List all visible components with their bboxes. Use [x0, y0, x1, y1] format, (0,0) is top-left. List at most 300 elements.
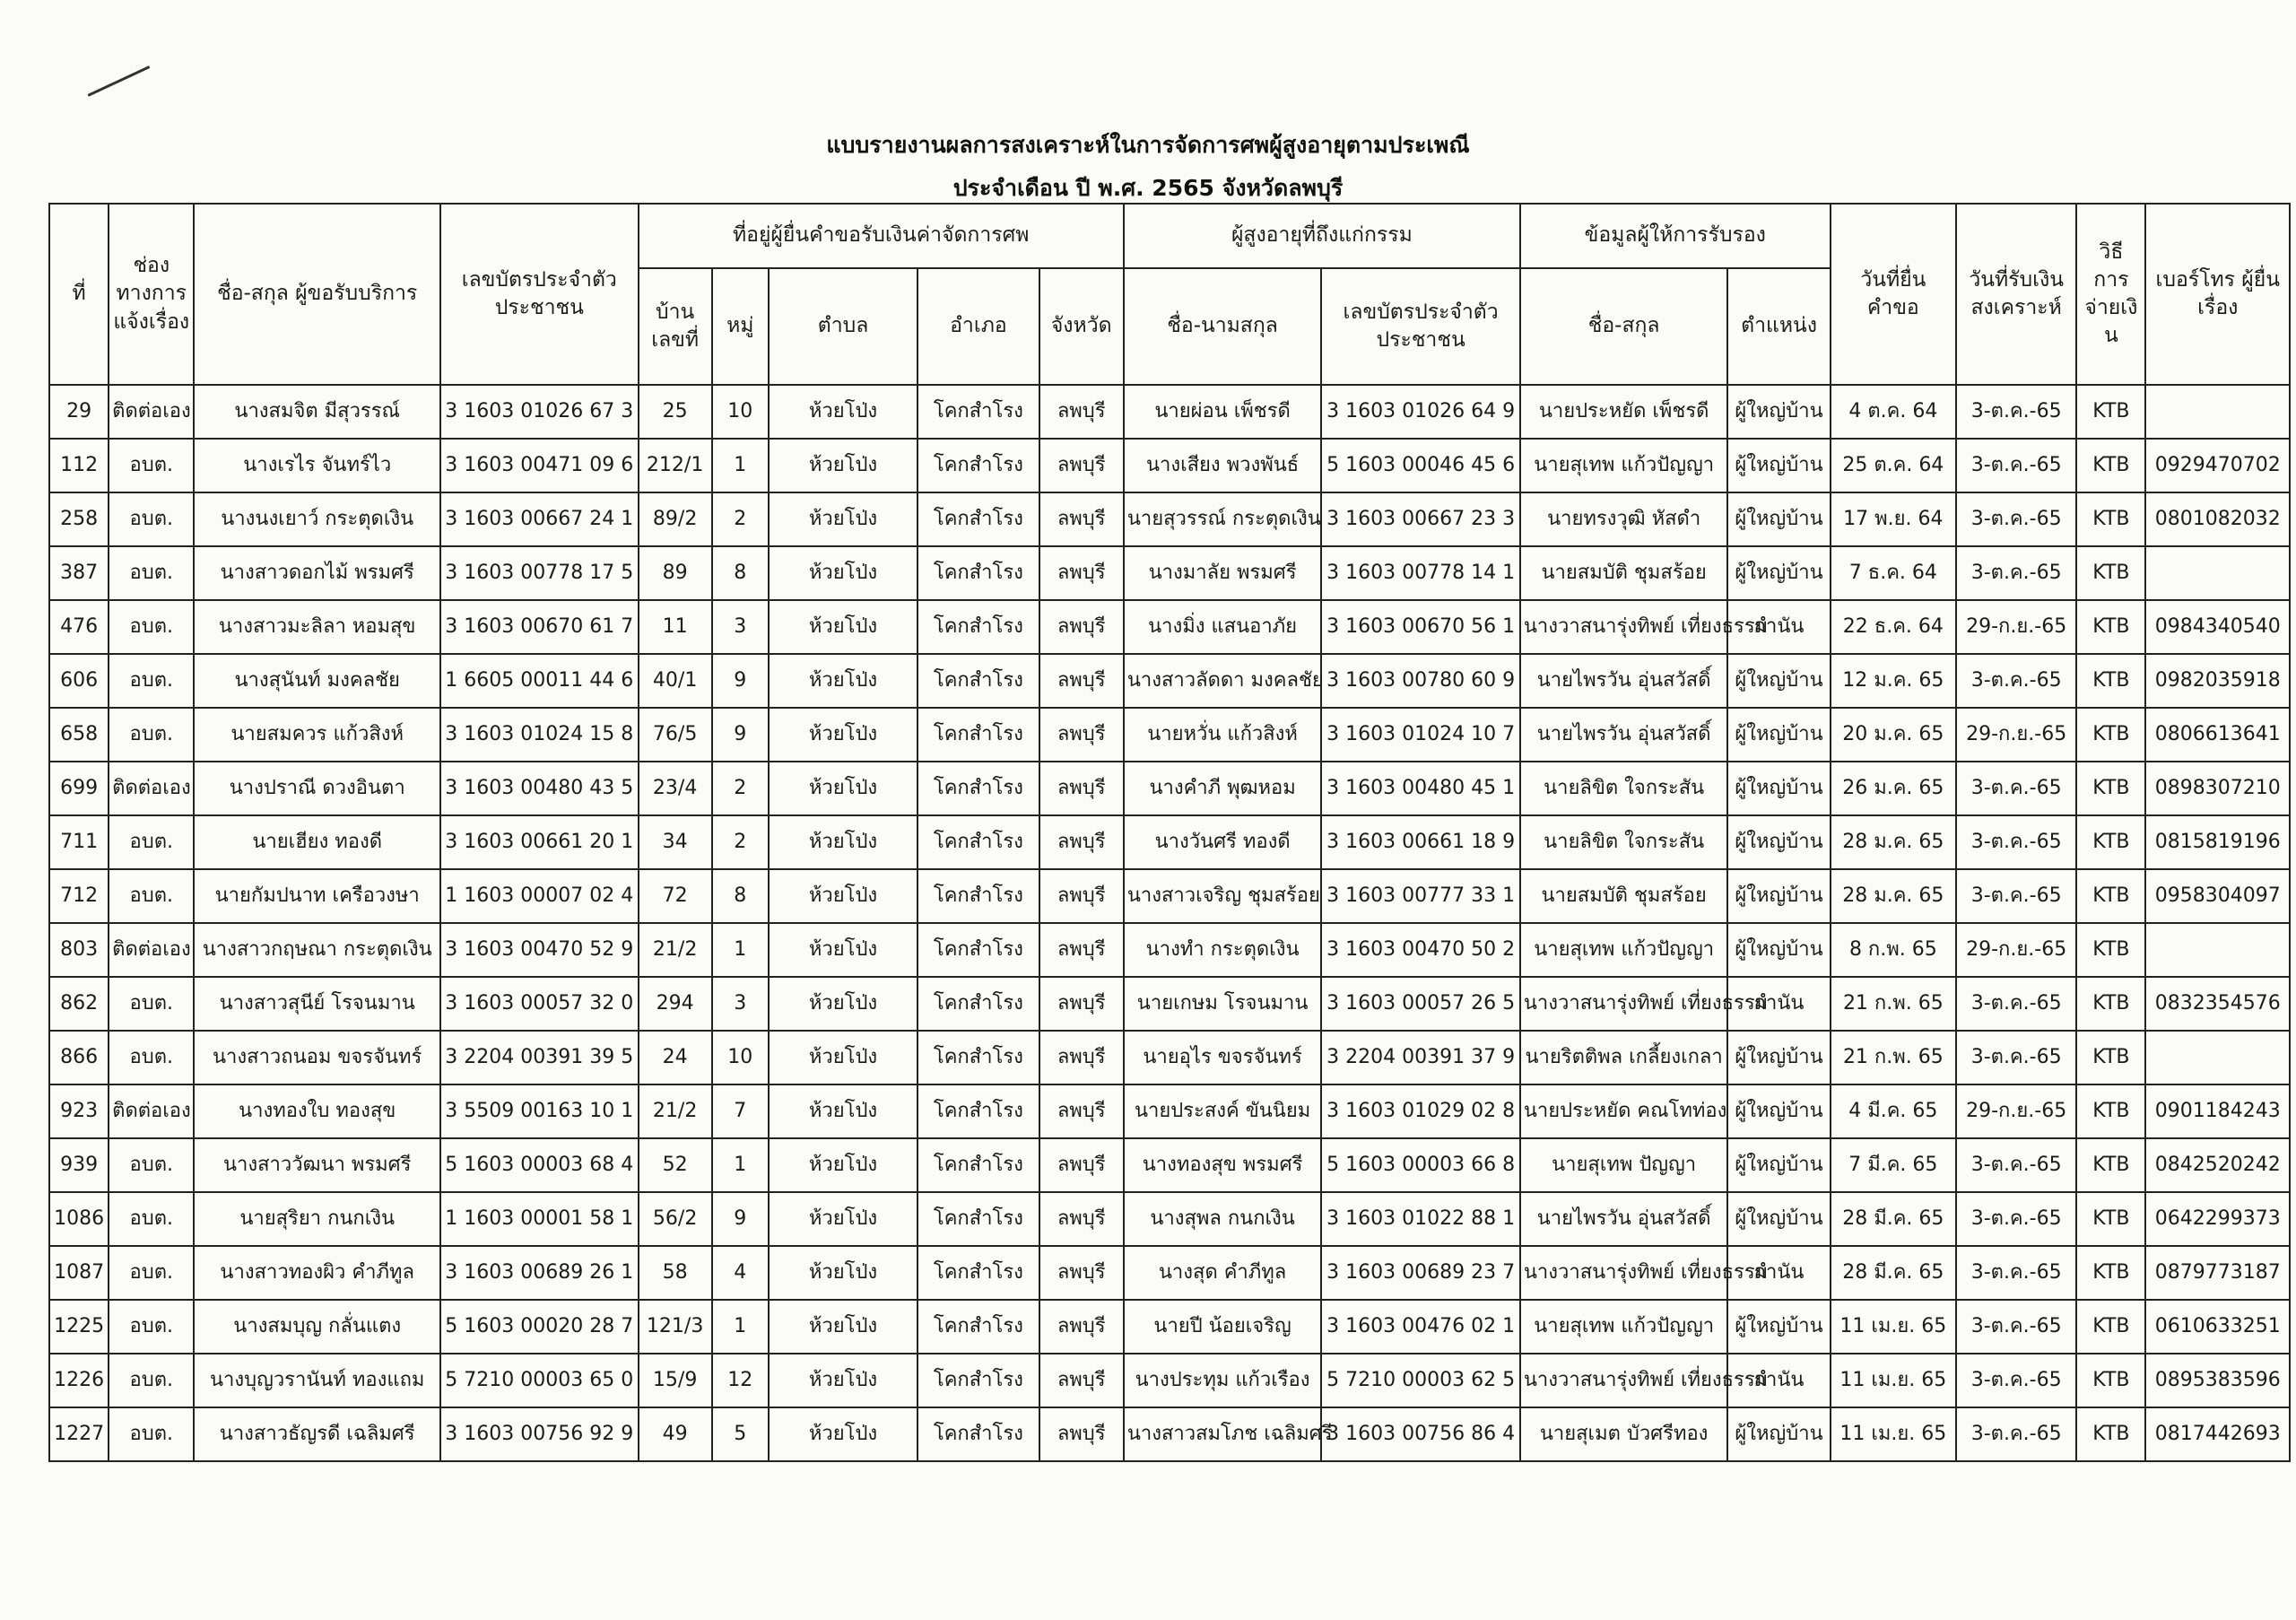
cell-channel: อบต. [109, 654, 194, 708]
cell-deceased-name: นางสาวเจริญ ชุมสร้อย [1124, 869, 1322, 923]
cell-applicant-id: 3 1603 00689 26 1 [440, 1246, 639, 1300]
cell-moo: 1 [712, 1300, 769, 1354]
cell-deceased-id: 5 1603 00046 45 6 [1321, 439, 1520, 492]
cell-subdistrict: ห้วยโป่ง [769, 1246, 918, 1300]
cell-moo: 9 [712, 708, 769, 762]
cell-phone: 0610633251 [2145, 1300, 2290, 1354]
cell-channel: ติดต่อเอง [109, 385, 194, 439]
cell-receive-date: 3-ต.ค.-65 [1956, 385, 2076, 439]
cell-district: โคกสำโรง [918, 546, 1039, 600]
cell-submit-date: 28 มี.ค. 65 [1831, 1192, 1956, 1246]
cell-certifier-name: นายทรงวุฒิ หัสดำ [1520, 492, 1728, 546]
cell-deceased-name: นางสาวสมโภช เฉลิมศรี [1124, 1407, 1322, 1461]
header-no: ที่ [49, 204, 109, 385]
cell-phone: 0801082032 [2145, 492, 2290, 546]
cell-applicant-name: นางสาวธัญรดี เฉลิมศรี [194, 1407, 440, 1461]
cell-district: โคกสำโรง [918, 1246, 1039, 1300]
cell-house-no: 24 [639, 1031, 712, 1084]
cell-district: โคกสำโรง [918, 654, 1039, 708]
cell-district: โคกสำโรง [918, 1031, 1039, 1084]
cell-receive-date: 3-ต.ค.-65 [1956, 1246, 2076, 1300]
cell-submit-date: 20 ม.ค. 65 [1831, 708, 1956, 762]
cell-receive-date: 3-ต.ค.-65 [1956, 1138, 2076, 1192]
cell-province: ลพบุรี [1039, 654, 1124, 708]
cell-no: 1227 [49, 1407, 109, 1461]
cell-phone: 0901184243 [2145, 1084, 2290, 1138]
cell-certifier-position: ผู้ใหญ่บ้าน [1727, 654, 1830, 708]
cell-moo: 7 [712, 1084, 769, 1138]
table-row [49, 1084, 2290, 1138]
cell-no: 862 [49, 977, 109, 1031]
cell-receive-date: 3-ต.ค.-65 [1956, 1300, 2076, 1354]
cell-no: 923 [49, 1084, 109, 1138]
cell-certifier-name: นายลิขิต ใจกระสัน [1520, 815, 1728, 869]
cell-no: 387 [49, 546, 109, 600]
cell-deceased-id: 3 1603 00689 23 7 [1321, 1246, 1520, 1300]
cell-subdistrict: ห้วยโป่ง [769, 708, 918, 762]
cell-phone [2145, 923, 2290, 977]
header-certifier-name: ชื่อ-สกุล [1520, 268, 1728, 385]
cell-no: 699 [49, 762, 109, 815]
header-deceased-name: ชื่อ-นามสกุล [1124, 268, 1322, 385]
cell-submit-date: 22 ธ.ค. 64 [1831, 600, 1956, 654]
header-applicant-id: เลขบัตรประจำตัว ประชาชน [440, 204, 639, 385]
cell-district: โคกสำโรง [918, 600, 1039, 654]
cell-channel: อบต. [109, 815, 194, 869]
cell-deceased-name: นางประทุม แก้วเรือง [1124, 1354, 1322, 1407]
header-address-group: ที่อยู่ผู้ยื่นคำขอรับเงินค่าจัดการศพ [639, 204, 1124, 268]
cell-applicant-name: นางปราณี ดวงอินตา [194, 762, 440, 815]
cell-certifier-position: ผู้ใหญ่บ้าน [1727, 1031, 1830, 1084]
table-row [49, 600, 2290, 654]
cell-deceased-name: นายเกษม โรจนมาน [1124, 977, 1322, 1031]
cell-district: โคกสำโรง [918, 1354, 1039, 1407]
table-row [49, 1407, 2290, 1461]
table-row [49, 1300, 2290, 1354]
cell-pay-method: KTB [2076, 654, 2145, 708]
cell-certifier-name: นายสมบัติ ชุมสร้อย [1520, 546, 1728, 600]
cell-channel: ติดต่อเอง [109, 923, 194, 977]
cell-subdistrict: ห้วยโป่ง [769, 1300, 918, 1354]
cell-certifier-position: ผู้ใหญ่บ้าน [1727, 1300, 1830, 1354]
cell-deceased-name: นางมาลัย พรมศรี [1124, 546, 1322, 600]
cell-certifier-position: กำนัน [1727, 1354, 1830, 1407]
cell-receive-date: 3-ต.ค.-65 [1956, 492, 2076, 546]
cell-certifier-position: ผู้ใหญ่บ้าน [1727, 815, 1830, 869]
cell-receive-date: 29-ก.ย.-65 [1956, 923, 2076, 977]
cell-district: โคกสำโรง [918, 815, 1039, 869]
cell-phone: 0879773187 [2145, 1246, 2290, 1300]
cell-deceased-id: 3 1603 01029 02 8 [1321, 1084, 1520, 1138]
cell-pay-method: KTB [2076, 1246, 2145, 1300]
cell-district: โคกสำโรง [918, 439, 1039, 492]
cell-certifier-name: นายสุเทพ แก้วปัญญา [1520, 439, 1728, 492]
cell-applicant-id: 3 1603 00661 20 1 [440, 815, 639, 869]
table-row [49, 1192, 2290, 1246]
cell-pay-method: KTB [2076, 815, 2145, 869]
cell-subdistrict: ห้วยโป่ง [769, 600, 918, 654]
cell-channel: อบต. [109, 439, 194, 492]
cell-submit-date: 11 เม.ย. 65 [1831, 1354, 1956, 1407]
cell-phone: 0982035918 [2145, 654, 2290, 708]
cell-certifier-name: นายสุเทพ ปัญญา [1520, 1138, 1728, 1192]
cell-province: ลพบุรี [1039, 600, 1124, 654]
cell-deceased-name: นางสุพล กนกเงิน [1124, 1192, 1322, 1246]
header-province: จังหวัด [1039, 268, 1124, 385]
cell-no: 711 [49, 815, 109, 869]
cell-subdistrict: ห้วยโป่ง [769, 546, 918, 600]
cell-pay-method: KTB [2076, 708, 2145, 762]
header-applicant-name: ชื่อ-สกุล ผู้ขอรับบริการ [194, 204, 440, 385]
cell-certifier-name: นางวาสนารุ่งทิพย์ เที่ยงธรรม [1520, 1246, 1728, 1300]
cell-phone: 0898307210 [2145, 762, 2290, 815]
cell-submit-date: 8 ก.พ. 65 [1831, 923, 1956, 977]
cell-applicant-id: 1 6605 00011 44 6 [440, 654, 639, 708]
cell-applicant-id: 5 1603 00020 28 7 [440, 1300, 639, 1354]
cell-channel: อบต. [109, 546, 194, 600]
cell-district: โคกสำโรง [918, 492, 1039, 546]
cell-applicant-name: นายกัมปนาท เครือวงษา [194, 869, 440, 923]
cell-applicant-name: นางสาวทองผิว คำภีทูล [194, 1246, 440, 1300]
cell-channel: อบต. [109, 1246, 194, 1300]
report-table [48, 203, 2291, 1462]
pen-mark [87, 65, 150, 97]
cell-receive-date: 3-ต.ค.-65 [1956, 1407, 2076, 1461]
cell-house-no: 89 [639, 546, 712, 600]
cell-province: ลพบุรี [1039, 1354, 1124, 1407]
cell-province: ลพบุรี [1039, 1192, 1124, 1246]
cell-receive-date: 3-ต.ค.-65 [1956, 654, 2076, 708]
cell-receive-date: 3-ต.ค.-65 [1956, 869, 2076, 923]
cell-phone: 0815819196 [2145, 815, 2290, 869]
cell-applicant-name: นางสมจิต มีสุวรรณ์ [194, 385, 440, 439]
cell-certifier-name: นายสุเมต บัวศรีทอง [1520, 1407, 1728, 1461]
table-row [49, 546, 2290, 600]
cell-moo: 2 [712, 762, 769, 815]
cell-pay-method: KTB [2076, 600, 2145, 654]
cell-subdistrict: ห้วยโป่ง [769, 923, 918, 977]
cell-applicant-name: นางบุญวรานันท์ ทองแถม [194, 1354, 440, 1407]
cell-moo: 1 [712, 439, 769, 492]
cell-receive-date: 3-ต.ค.-65 [1956, 1192, 2076, 1246]
cell-receive-date: 3-ต.ค.-65 [1956, 546, 2076, 600]
cell-submit-date: 28 มี.ค. 65 [1831, 1246, 1956, 1300]
cell-no: 258 [49, 492, 109, 546]
cell-submit-date: 7 มี.ค. 65 [1831, 1138, 1956, 1192]
cell-pay-method: KTB [2076, 492, 2145, 546]
cell-channel: อบต. [109, 1192, 194, 1246]
cell-pay-method: KTB [2076, 869, 2145, 923]
cell-channel: ติดต่อเอง [109, 1084, 194, 1138]
cell-moo: 9 [712, 1192, 769, 1246]
cell-phone: 0642299373 [2145, 1192, 2290, 1246]
cell-applicant-id: 3 1603 00667 24 1 [440, 492, 639, 546]
cell-district: โคกสำโรง [918, 708, 1039, 762]
cell-province: ลพบุรี [1039, 1300, 1124, 1354]
cell-moo: 10 [712, 385, 769, 439]
cell-submit-date: 4 มี.ค. 65 [1831, 1084, 1956, 1138]
cell-no: 1087 [49, 1246, 109, 1300]
cell-receive-date: 3-ต.ค.-65 [1956, 1031, 2076, 1084]
cell-channel: อบต. [109, 1138, 194, 1192]
cell-applicant-id: 3 2204 00391 39 5 [440, 1031, 639, 1084]
header-house-no: บ้าน เลขที่ [639, 268, 712, 385]
cell-applicant-name: นายเฮียง ทองดี [194, 815, 440, 869]
cell-no: 866 [49, 1031, 109, 1084]
cell-no: 606 [49, 654, 109, 708]
cell-deceased-id: 3 1603 00777 33 1 [1321, 869, 1520, 923]
cell-applicant-name: นางเรไร จันทร์ไว [194, 439, 440, 492]
header-deceased-group: ผู้สูงอายุที่ถึงแก่กรรม [1124, 204, 1520, 268]
cell-channel: อบต. [109, 1031, 194, 1084]
cell-province: ลพบุรี [1039, 762, 1124, 815]
cell-house-no: 40/1 [639, 654, 712, 708]
table-body [49, 385, 2290, 1461]
table-row [49, 492, 2290, 546]
cell-phone: 0817442693 [2145, 1407, 2290, 1461]
cell-certifier-name: นายไพรวัน อุ่นสวัสดิ์ [1520, 1192, 1728, 1246]
cell-house-no: 76/5 [639, 708, 712, 762]
cell-subdistrict: ห้วยโป่ง [769, 1192, 918, 1246]
cell-house-no: 11 [639, 600, 712, 654]
cell-receive-date: 3-ต.ค.-65 [1956, 439, 2076, 492]
cell-applicant-name: นางสาวสุนีย์ โรจนมาน [194, 977, 440, 1031]
cell-house-no: 212/1 [639, 439, 712, 492]
cell-moo: 1 [712, 923, 769, 977]
cell-receive-date: 3-ต.ค.-65 [1956, 815, 2076, 869]
cell-channel: อบต. [109, 492, 194, 546]
cell-receive-date: 3-ต.ค.-65 [1956, 1354, 2076, 1407]
cell-submit-date: 4 ต.ค. 64 [1831, 385, 1956, 439]
cell-deceased-name: นางทำ กระตุดเงิน [1124, 923, 1322, 977]
cell-deceased-name: นายผ่อน เพ็ชรดี [1124, 385, 1322, 439]
cell-pay-method: KTB [2076, 1300, 2145, 1354]
cell-applicant-id: 3 1603 01026 67 3 [440, 385, 639, 439]
cell-deceased-id: 3 1603 01026 64 9 [1321, 385, 1520, 439]
cell-province: ลพบุรี [1039, 923, 1124, 977]
cell-subdistrict: ห้วยโป่ง [769, 869, 918, 923]
cell-applicant-name: นางทองใบ ทองสุข [194, 1084, 440, 1138]
cell-deceased-id: 3 1603 00756 86 4 [1321, 1407, 1520, 1461]
cell-applicant-id: 3 1603 00470 52 9 [440, 923, 639, 977]
cell-submit-date: 21 ก.พ. 65 [1831, 977, 1956, 1031]
cell-province: ลพบุรี [1039, 815, 1124, 869]
cell-province: ลพบุรี [1039, 1407, 1124, 1461]
cell-subdistrict: ห้วยโป่ง [769, 762, 918, 815]
cell-deceased-id: 3 1603 01024 10 7 [1321, 708, 1520, 762]
cell-pay-method: KTB [2076, 546, 2145, 600]
cell-deceased-id: 3 1603 00480 45 1 [1321, 762, 1520, 815]
cell-district: โคกสำโรง [918, 1084, 1039, 1138]
cell-submit-date: 28 ม.ค. 65 [1831, 869, 1956, 923]
cell-certifier-name: นายสุเทพ แก้วปัญญา [1520, 1300, 1728, 1354]
cell-phone: 0806613641 [2145, 708, 2290, 762]
cell-applicant-id: 3 1603 00670 61 7 [440, 600, 639, 654]
cell-house-no: 34 [639, 815, 712, 869]
cell-channel: อบต. [109, 977, 194, 1031]
cell-no: 1086 [49, 1192, 109, 1246]
cell-province: ลพบุรี [1039, 1084, 1124, 1138]
cell-certifier-name: นายสุเทพ แก้วปัญญา [1520, 923, 1728, 977]
cell-province: ลพบุรี [1039, 1031, 1124, 1084]
cell-deceased-id: 3 1603 00667 23 3 [1321, 492, 1520, 546]
header-receive-date: วันที่รับเงิน สงเคราะห์ [1956, 204, 2076, 385]
cell-subdistrict: ห้วยโป่ง [769, 654, 918, 708]
cell-deceased-id: 3 1603 00476 02 1 [1321, 1300, 1520, 1354]
cell-submit-date: 26 ม.ค. 65 [1831, 762, 1956, 815]
report-subtitle: ประจำเดือน ปี พ.ศ. 2565 จังหวัดลพบุรี [952, 175, 1344, 201]
table-row [49, 654, 2290, 708]
cell-district: โคกสำโรง [918, 1192, 1039, 1246]
cell-submit-date: 11 เม.ย. 65 [1831, 1407, 1956, 1461]
cell-subdistrict: ห้วยโป่ง [769, 1138, 918, 1192]
cell-certifier-position: ผู้ใหญ่บ้าน [1727, 869, 1830, 923]
cell-certifier-name: นายไพรวัน อุ่นสวัสดิ์ [1520, 654, 1728, 708]
cell-province: ลพบุรี [1039, 977, 1124, 1031]
header-subdistrict: ตำบล [769, 268, 918, 385]
header-channel: ช่องทางการแจ้งเรื่อง [109, 204, 194, 385]
cell-province: ลพบุรี [1039, 546, 1124, 600]
cell-province: ลพบุรี [1039, 492, 1124, 546]
cell-certifier-position: ผู้ใหญ่บ้าน [1727, 1407, 1830, 1461]
cell-submit-date: 25 ต.ค. 64 [1831, 439, 1956, 492]
cell-channel: อบต. [109, 1354, 194, 1407]
cell-house-no: 58 [639, 1246, 712, 1300]
cell-pay-method: KTB [2076, 1407, 2145, 1461]
cell-certifier-name: นางวาสนารุ่งทิพย์ เที่ยงธรรม [1520, 600, 1728, 654]
cell-no: 29 [49, 385, 109, 439]
cell-moo: 8 [712, 869, 769, 923]
cell-district: โคกสำโรง [918, 977, 1039, 1031]
cell-moo: 3 [712, 600, 769, 654]
cell-house-no: 121/3 [639, 1300, 712, 1354]
cell-applicant-id: 3 1603 00778 17 5 [440, 546, 639, 600]
cell-subdistrict: ห้วยโป่ง [769, 1084, 918, 1138]
cell-pay-method: KTB [2076, 1354, 2145, 1407]
cell-moo: 2 [712, 815, 769, 869]
cell-pay-method: KTB [2076, 977, 2145, 1031]
cell-district: โคกสำโรง [918, 1407, 1039, 1461]
table-row [49, 1031, 2290, 1084]
cell-moo: 2 [712, 492, 769, 546]
table-row [49, 815, 2290, 869]
cell-receive-date: 3-ต.ค.-65 [1956, 762, 2076, 815]
cell-moo: 10 [712, 1031, 769, 1084]
table-row [49, 1354, 2290, 1407]
cell-applicant-name: นางสาวมะลิลา หอมสุข [194, 600, 440, 654]
cell-submit-date: 17 พ.ย. 64 [1831, 492, 1956, 546]
cell-house-no: 49 [639, 1407, 712, 1461]
cell-certifier-position: ผู้ใหญ่บ้าน [1727, 762, 1830, 815]
cell-certifier-name: นายไพรวัน อุ่นสวัสดิ์ [1520, 708, 1728, 762]
cell-deceased-id: 3 1603 00661 18 9 [1321, 815, 1520, 869]
cell-deceased-name: นางทองสุข พรมศรี [1124, 1138, 1322, 1192]
cell-pay-method: KTB [2076, 762, 2145, 815]
table-row [49, 977, 2290, 1031]
cell-submit-date: 21 ก.พ. 65 [1831, 1031, 1956, 1084]
cell-house-no: 21/2 [639, 923, 712, 977]
cell-applicant-id: 1 1603 00007 02 4 [440, 869, 639, 923]
cell-province: ลพบุรี [1039, 869, 1124, 923]
cell-receive-date: 29-ก.ย.-65 [1956, 708, 2076, 762]
cell-submit-date: 12 ม.ค. 65 [1831, 654, 1956, 708]
cell-moo: 9 [712, 654, 769, 708]
cell-phone: 0929470702 [2145, 439, 2290, 492]
cell-certifier-position: ผู้ใหญ่บ้าน [1727, 546, 1830, 600]
cell-deceased-name: นายหวั่น แก้วสิงห์ [1124, 708, 1322, 762]
cell-certifier-name: นายริตติพล เกลี้ยงเกลา [1520, 1031, 1728, 1084]
cell-applicant-name: นางสาวถนอม ขจรจันทร์ [194, 1031, 440, 1084]
cell-certifier-position: ผู้ใหญ่บ้าน [1727, 492, 1830, 546]
cell-pay-method: KTB [2076, 439, 2145, 492]
cell-deceased-name: นางสุด คำภีทูล [1124, 1246, 1322, 1300]
cell-no: 658 [49, 708, 109, 762]
cell-applicant-id: 3 1603 01024 15 8 [440, 708, 639, 762]
cell-deceased-name: นางวันศรี ทองดี [1124, 815, 1322, 869]
cell-house-no: 52 [639, 1138, 712, 1192]
cell-house-no: 294 [639, 977, 712, 1031]
cell-no: 712 [49, 869, 109, 923]
cell-house-no: 56/2 [639, 1192, 712, 1246]
cell-applicant-id: 5 7210 00003 65 0 [440, 1354, 639, 1407]
cell-applicant-id: 3 1603 00057 32 0 [440, 977, 639, 1031]
header-certifier-group: ข้อมูลผู้ให้การรับรอง [1520, 204, 1831, 268]
cell-pay-method: KTB [2076, 1031, 2145, 1084]
cell-subdistrict: ห้วยโป่ง [769, 492, 918, 546]
cell-applicant-id: 1 1603 00001 58 1 [440, 1192, 639, 1246]
cell-certifier-position: ผู้ใหญ่บ้าน [1727, 1084, 1830, 1138]
header-moo: หมู่ [712, 268, 769, 385]
table-row [49, 1138, 2290, 1192]
cell-phone [2145, 385, 2290, 439]
cell-subdistrict: ห้วยโป่ง [769, 977, 918, 1031]
cell-applicant-name: นางสาวดอกไม้ พรมศรี [194, 546, 440, 600]
cell-certifier-position: ผู้ใหญ่บ้าน [1727, 385, 1830, 439]
cell-district: โคกสำโรง [918, 1300, 1039, 1354]
cell-district: โคกสำโรง [918, 385, 1039, 439]
cell-district: โคกสำโรง [918, 869, 1039, 923]
cell-applicant-name: นายสมควร แก้วสิงห์ [194, 708, 440, 762]
cell-deceased-id: 3 1603 00470 50 2 [1321, 923, 1520, 977]
cell-pay-method: KTB [2076, 1084, 2145, 1138]
cell-deceased-id: 3 2204 00391 37 9 [1321, 1031, 1520, 1084]
cell-applicant-name: นางสุนันท์ มงคลชัย [194, 654, 440, 708]
cell-channel: อบต. [109, 1300, 194, 1354]
cell-submit-date: 7 ธ.ค. 64 [1831, 546, 1956, 600]
cell-subdistrict: ห้วยโป่ง [769, 815, 918, 869]
header-phone: เบอร์โทร ผู้ยื่นเรื่อง [2145, 204, 2290, 385]
cell-applicant-name: นางสาวกฤษณา กระตุดเงิน [194, 923, 440, 977]
table-row [49, 385, 2290, 439]
cell-certifier-position: กำนัน [1727, 600, 1830, 654]
cell-moo: 3 [712, 977, 769, 1031]
cell-no: 803 [49, 923, 109, 977]
cell-subdistrict: ห้วยโป่ง [769, 385, 918, 439]
header-submit-date: วันที่ยื่น คำขอ [1831, 204, 1956, 385]
cell-channel: อบต. [109, 1407, 194, 1461]
cell-phone: 0958304097 [2145, 869, 2290, 923]
cell-deceased-id: 3 1603 00780 60 9 [1321, 654, 1520, 708]
cell-certifier-position: กำนัน [1727, 1246, 1830, 1300]
cell-certifier-position: ผู้ใหญ่บ้าน [1727, 1138, 1830, 1192]
cell-submit-date: 11 เม.ย. 65 [1831, 1300, 1956, 1354]
table-row [49, 1246, 2290, 1300]
cell-no: 112 [49, 439, 109, 492]
cell-moo: 4 [712, 1246, 769, 1300]
cell-channel: อบต. [109, 600, 194, 654]
cell-no: 476 [49, 600, 109, 654]
header-pay-method: วิธี การ จ่ายเงิ น [2076, 204, 2145, 385]
